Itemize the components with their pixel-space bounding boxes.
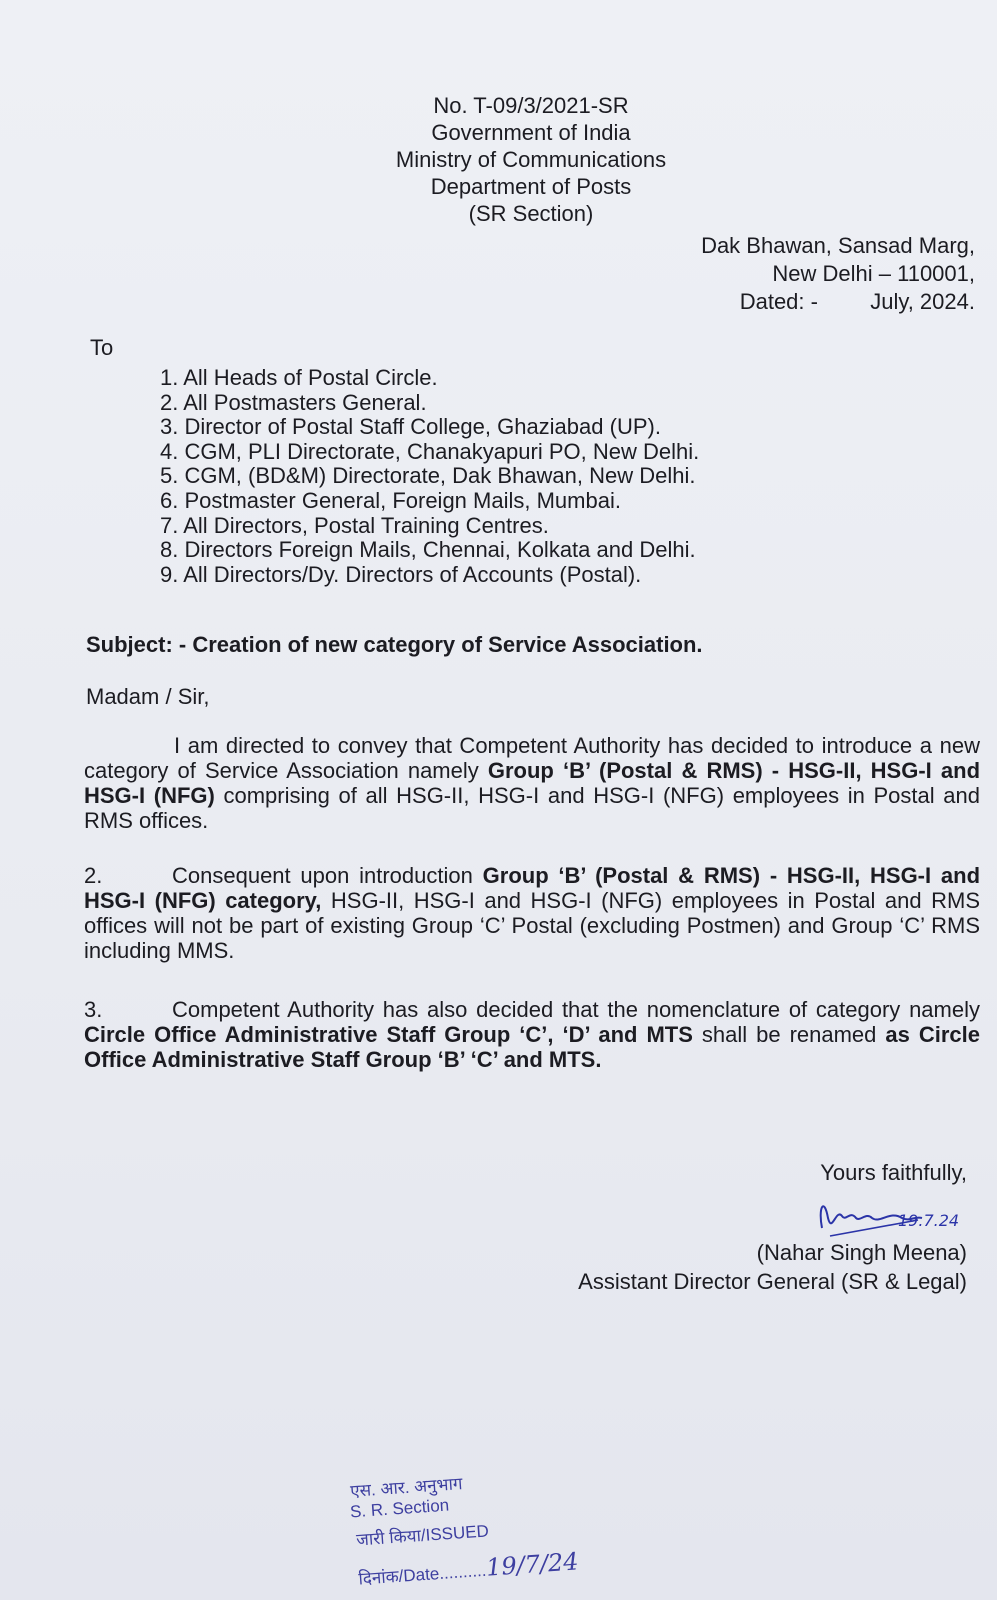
- government-line: Government of India: [431, 120, 631, 145]
- dated-label: Dated: -: [739, 289, 818, 314]
- section-line: (SR Section): [468, 201, 594, 226]
- para3-bold-2: as Circle Office Administrative Staff Group ‘B’ ‘C’ and MTS.: [84, 1022, 980, 1072]
- list-item: 7. All Directors, Postal Training Centres.: [160, 512, 549, 538]
- sender-address: [701, 232, 975, 316]
- para2-number: 2.: [84, 863, 103, 888]
- list-item: 2. All Postmasters General.: [160, 389, 427, 415]
- stamp-date-value: 19/7/24: [485, 1547, 580, 1582]
- stamp-section: S. R. Section: [349, 1495, 450, 1522]
- reference-number: No. T-09/3/2021-SR: [433, 93, 629, 118]
- para3-number: 3.: [84, 997, 103, 1022]
- list-item: 8. Directors Foreign Mails, Chennai, Kolkata and Delhi.: [160, 537, 696, 563]
- paragraph-2: [84, 863, 980, 963]
- signature-date: 19.7.24: [898, 1211, 960, 1230]
- stamp-date-row: दिनांक/Date..........19/7/24: [357, 1547, 580, 1589]
- dated-line: [701, 288, 975, 316]
- para3-text-a: Competent Authority has also decided that the nomenclature of category namely: [172, 997, 980, 1022]
- signatory-designation: Assistant Director General (SR & Legal): [578, 1269, 967, 1294]
- para3-bold-1: Circle Office Administrative Staff Group ‘C’, ‘D’ and MTS: [84, 1022, 693, 1047]
- para3-text-c: shall be renamed: [692, 1022, 886, 1047]
- signatory-block: [578, 1238, 967, 1296]
- paragraph-3: [84, 997, 980, 1072]
- stamp-hindi-section: एस. आर. अनुभाग: [349, 1474, 464, 1501]
- list-item: 4. CGM, PLI Directorate, Chanakyapuri PO, New Delhi.: [160, 438, 700, 464]
- list-item: 3. Director of Postal Staff College, Ghaziabad (UP).: [160, 414, 661, 440]
- list-item: 5. CGM, (BD&M) Directorate, Dak Bhawan, New Delhi.: [160, 463, 696, 489]
- recipient-list: [160, 366, 699, 587]
- stamp-date-label: दिनांक/Date: [357, 1564, 440, 1589]
- stamp-issued: जारी किया/ISSUED: [355, 1521, 490, 1550]
- list-item: 6. Postmaster General, Foreign Mails, Mumbai.: [160, 487, 621, 513]
- list-item: 9. All Directors/Dy. Directors of Accounts (Postal).: [160, 561, 642, 587]
- paragraph-1: [84, 733, 980, 833]
- letter-header: [0, 92, 997, 227]
- ministry-line: Ministry of Communications: [395, 147, 667, 172]
- para2-text-a: Consequent upon introduction: [172, 863, 483, 888]
- para1-text-a: I am directed to convey that Competent Authority has decided to introduce a new category of Service Association namely: [84, 733, 980, 783]
- department-line: Department of Posts: [430, 174, 632, 199]
- salutation: Madam / Sir,: [86, 684, 210, 709]
- address-line-1: Dak Bhawan, Sansad Marg,: [701, 233, 975, 258]
- para2-bold: Group ‘B’ (Postal & RMS) - HSG-II, HSG-I and HSG-I (NFG) category,: [84, 863, 981, 913]
- signatory-name: (Nahar Singh Meena): [756, 1240, 967, 1265]
- list-item: 1. All Heads of Postal Circle.: [160, 365, 438, 390]
- closing-line: Yours faithfully,: [820, 1160, 967, 1185]
- to-label: To: [90, 335, 114, 360]
- subject-line: Subject: - Creation of new category of Service Association.: [86, 632, 703, 657]
- dated-value: July, 2024.: [870, 289, 975, 314]
- para2-text-c: HSG-II, HSG-I and HSG-I (NFG) employees in Postal and RMS offices will not be part of existing Group ‘C’ Postal (excluding Postmen) and Group ‘C’ RMS including MMS.: [84, 888, 980, 963]
- para1-bold: Group ‘B’ (Postal & RMS) - HSG-II, HSG-I and HSG-I (NFG): [84, 758, 981, 808]
- address-line-2: New Delhi – 110001,: [772, 261, 975, 286]
- para1-text-c: comprising of all HSG-II, HSG-I and HSG-I (NFG) employees in Postal and RMS offices.: [84, 783, 980, 833]
- issued-stamp: [350, 1475, 650, 1595]
